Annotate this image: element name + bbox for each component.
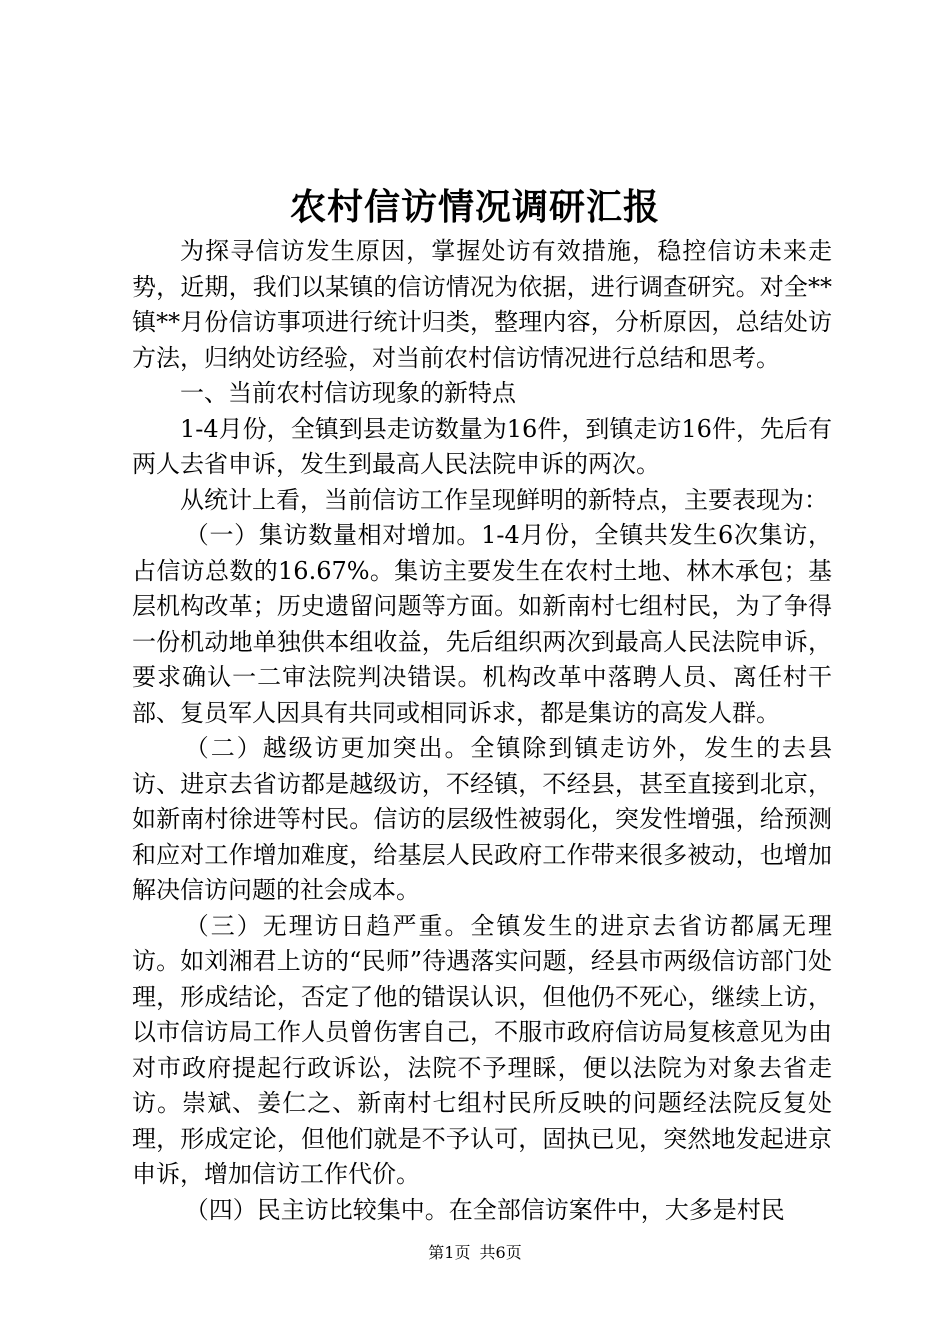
point-4-paragraph: （四）民主访比较集中。在全部信访案件中，大多是村民 bbox=[184, 1195, 785, 1224]
section-heading: 一、当前农村信访现象的新特点 bbox=[180, 379, 516, 407]
point-2-paragraph: （二）越级访更加突出。全镇除到镇走访外，发生的去县访、进京去省访都是越级访，不经镇，不经县，甚至直接到北京，如新南村徐进等村民。信访的层级性被弱化，突发性增强，给预测和应对工作增加难度，给基层人民政府工作带来很多被动，也增加解决信访问题的社会成本。 bbox=[132, 734, 832, 904]
summary-paragraph: 从统计上看，当前信访工作呈现鲜明的新特点，主要表现为： bbox=[180, 485, 828, 514]
point-1-paragraph: （一）集访数量相对增加。1-4月份，全镇共发生6次集访，占信访总数的16.67%。集访主要发生在农村土地、林木承包；基层机构改革；历史遗留问题等方面。如新南村七组村民，为了争得一份机动地单独供本组收益，先后组织两次到最高人民法院申诉，要求确认一二审法院判决错误。机构改革中落聘人员、离任村干部、复员军人因具有共同或相同诉求，都是集访的高发人群。 bbox=[132, 521, 832, 727]
document-body bbox=[132, 234, 832, 1228]
point-3-paragraph: （三）无理访日趋严重。全镇发生的进京去省访都属无理访。如刘湘君上访的“民师”待遇落实问题，经县市两级信访部门处理，形成结论，否定了他的错误认识，但他仍不死心，继续上访，以市信访局工作人员曾伤害自己，不服市政府信访局复核意见为由对市政府提起行政诉讼，法院不予理睬，便以法院为对象去省走访。崇斌、姜仁之、新南村七组村民所反映的问题经法院反复处理，形成定论，但他们就是不予认可，固执已见，突然地发起进京申诉，增加信访工作代价。 bbox=[132, 911, 832, 1188]
page-number-footer: 第1页 共6页 bbox=[428, 1243, 522, 1262]
statistics-paragraph: 1-4月份，全镇到县走访数量为16件，到镇走访16件，先后有两人去省申诉，发生到最高人民法院申诉的两次。 bbox=[132, 414, 832, 478]
intro-paragraph: 为探寻信访发生原因，掌握处访有效措施，稳控信访未来走势，近期，我们以某镇的信访情况为依据，进行调查研究。对全**镇**月份信访事项进行统计归类，整理内容，分析原因，总结处访方法，归纳处访经验，对当前农村信访情况进行总结和思考。 bbox=[132, 237, 832, 372]
document-title: 农村信访情况调研汇报 bbox=[289, 186, 660, 228]
